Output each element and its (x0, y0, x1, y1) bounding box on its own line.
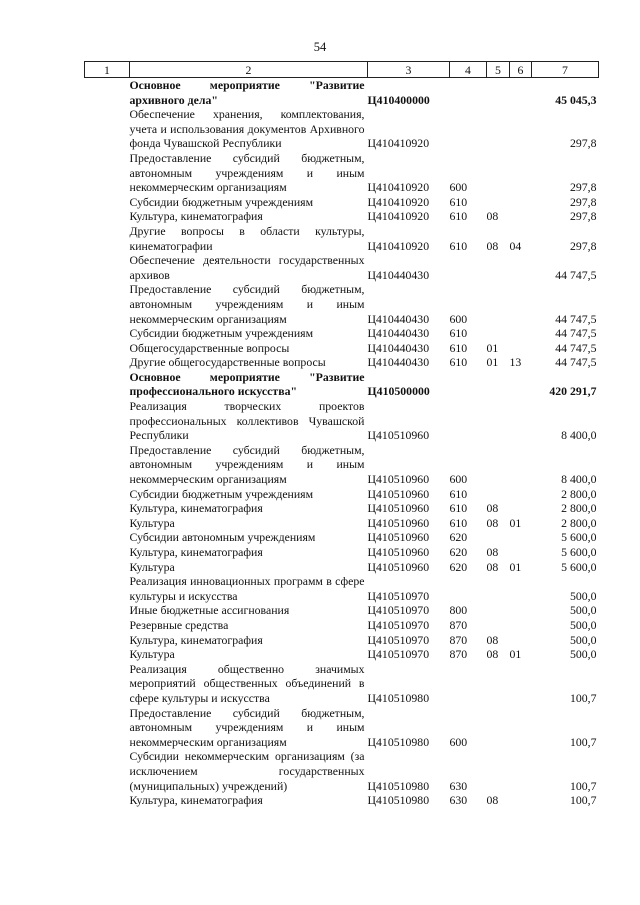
section-code (487, 78, 510, 108)
subsection-code (510, 107, 532, 151)
section-code (487, 574, 510, 603)
amount: 2 800,0 (561, 515, 597, 530)
subsection-code (510, 370, 532, 399)
row-index-cell (85, 282, 130, 326)
subsection-code (510, 195, 532, 210)
item-name: Культура, кинематография (129, 501, 263, 516)
table-row (85, 662, 599, 706)
row-index-cell (85, 195, 130, 210)
target-code: Ц410440430 (367, 340, 430, 355)
header-col-3: 3 (368, 62, 450, 78)
item-name: Предоставление субсидий бюджетным, автономным учреждениям и иным некоммерческим организациям (129, 442, 365, 487)
expense-type: 870 (449, 632, 468, 647)
subsection-code (510, 443, 532, 487)
table-row (85, 501, 599, 516)
target-code: Ц410510960 (367, 472, 430, 487)
section-code (487, 107, 510, 151)
expense-type: 870 (449, 617, 468, 632)
amount: 100,7 (569, 734, 597, 749)
item-name: Культура, кинематография (129, 209, 263, 224)
expense-type: 630 (449, 778, 468, 793)
amount: 44 747,5 (555, 267, 597, 282)
table-row (85, 603, 599, 618)
page-number: 54 (313, 40, 327, 54)
section-code (487, 706, 510, 750)
amount: 297,8 (569, 136, 597, 151)
target-code: Ц410510960 (367, 501, 430, 516)
subsection-code (510, 574, 532, 603)
item-name: Резервные средства (129, 617, 229, 632)
target-code: Ц410440430 (367, 267, 430, 282)
row-index-cell (85, 78, 130, 108)
item-name: Реализация творческих проектов профессиональных коллективов Чувашской Республики (129, 399, 365, 443)
target-code: Ц410510960 (367, 486, 430, 501)
row-index-cell (85, 443, 130, 487)
amount: 297,8 (569, 180, 597, 195)
amount: 100,7 (569, 793, 597, 808)
target-code: Ц410510970 (367, 603, 430, 618)
item-name: Обеспечение деятельности государственных архивов (129, 253, 365, 282)
amount: 500,0 (569, 617, 597, 632)
expense-type: 610 (449, 340, 468, 355)
row-index-cell (85, 545, 130, 560)
expense-type: 600 (449, 311, 468, 326)
expense-type: 600 (449, 180, 468, 195)
row-index-cell (85, 151, 130, 195)
expense-type: 610 (449, 486, 468, 501)
row-index-cell (85, 370, 130, 399)
amount: 297,8 (569, 238, 597, 253)
row-index-cell (85, 107, 130, 151)
table-row (85, 195, 599, 210)
table-row (85, 618, 599, 633)
item-name: Субсидии некоммерческим организациям (за исключением государственных (муниципальных) учреждений) (129, 749, 365, 793)
subsection-code (510, 749, 532, 793)
target-code: Ц410510980 (367, 734, 430, 749)
table-row (85, 355, 599, 370)
item-name: Культура (129, 647, 175, 662)
item-name: Культура, кинематография (129, 545, 263, 559)
subsection-code (510, 706, 532, 750)
item-name: Культура (129, 515, 175, 530)
row-index-cell (85, 633, 130, 648)
header-col-7: 7 (532, 62, 599, 78)
table-row (85, 633, 599, 648)
table-row (85, 443, 599, 487)
row-index-cell (85, 253, 130, 282)
item-name: Реализация инновационных программ в сфере культуры и искусства (129, 574, 365, 603)
row-index-cell (85, 574, 130, 603)
row-index-cell (85, 355, 130, 370)
subsection-code (510, 545, 532, 560)
section-code (487, 370, 510, 399)
amount: 500,0 (569, 588, 597, 603)
item-name: Культура, кинематография (129, 793, 263, 808)
header-col-5: 5 (487, 62, 510, 78)
item-name: Обеспечение хранения, комплектования, учета и использования документов Архивного фонда Чувашской Республики (129, 107, 365, 151)
row-index-cell (85, 749, 130, 793)
section-code (487, 399, 510, 443)
target-code: Ц410410920 (367, 136, 430, 151)
target-code: Ц410440430 (367, 355, 430, 370)
amount: 44 747,5 (555, 326, 597, 341)
section-code: 08 (486, 793, 499, 808)
subsection-code (510, 633, 532, 648)
section-code (487, 443, 510, 487)
amount: 44 747,5 (555, 311, 597, 326)
expense-type: 610 (449, 326, 468, 341)
section-code: 08 (486, 632, 499, 647)
section-code (487, 195, 510, 210)
table-row (85, 370, 599, 399)
expense-type: 870 (449, 647, 468, 662)
row-index-cell (85, 399, 130, 443)
table-row (85, 253, 599, 282)
subsection-code (510, 530, 532, 545)
row-index-cell (85, 487, 130, 502)
table-row (85, 530, 599, 545)
table-row (85, 282, 599, 326)
item-name: Общегосударственные вопросы (129, 340, 290, 355)
table-body (85, 78, 599, 808)
amount: 5 600,0 (561, 530, 597, 545)
row-index-cell (85, 793, 130, 808)
amount: 8 400,0 (561, 472, 597, 487)
section-code (487, 662, 510, 706)
target-code: Ц410410920 (367, 209, 430, 224)
table-row (85, 487, 599, 502)
expense-type: 630 (449, 793, 468, 808)
expense-type: 600 (449, 734, 468, 749)
subsection-code (510, 253, 532, 282)
target-code: Ц410510970 (367, 617, 430, 632)
row-index-cell (85, 501, 130, 516)
section-code (487, 603, 510, 618)
expense-type (450, 399, 487, 443)
section-code: 08 (486, 559, 499, 574)
item-name: Реализация общественно значимых мероприятий общественных объединений в сфере культуры и искусства (129, 661, 365, 705)
target-code: Ц410440430 (367, 311, 430, 326)
row-index-cell (85, 326, 130, 341)
item-name: Иные бюджетные ассигнования (129, 603, 290, 618)
expense-type (450, 370, 487, 399)
item-name: Субсидии бюджетным учреждениям (129, 194, 314, 209)
table-row (85, 224, 599, 253)
target-code: Ц410510960 (367, 515, 430, 530)
table-row (85, 516, 599, 531)
table-row (85, 107, 599, 151)
target-code: Ц410500000 (367, 384, 430, 399)
item-name: Культура (129, 559, 175, 574)
table-row (85, 560, 599, 575)
expense-type: 620 (449, 559, 468, 574)
section-code: 08 (486, 501, 499, 516)
amount: 297,8 (569, 209, 597, 224)
item-name: Другие общегосударственные вопросы (129, 355, 326, 370)
target-code: Ц410410920 (367, 180, 430, 195)
amount: 44 747,5 (555, 355, 597, 370)
row-index-cell (85, 530, 130, 545)
section-code (487, 618, 510, 633)
row-index-cell (85, 647, 130, 662)
table-row (85, 706, 599, 750)
amount: 44 747,5 (555, 340, 597, 355)
table-row (85, 545, 599, 560)
amount: 500,0 (569, 603, 597, 618)
subsection-code (510, 501, 532, 516)
amount: 500,0 (569, 647, 597, 662)
header-col-2: 2 (130, 62, 368, 78)
target-code: Ц410510960 (367, 545, 430, 559)
subsection-code (510, 341, 532, 356)
row-index-cell (85, 209, 130, 224)
expense-type: 800 (449, 603, 468, 618)
subsection-code (510, 151, 532, 195)
expense-type (450, 253, 487, 282)
amount: 5 600,0 (561, 545, 597, 559)
subsection-code (510, 603, 532, 618)
target-code: Ц410510980 (367, 793, 430, 808)
section-code: 08 (486, 515, 499, 530)
table-row (85, 749, 599, 793)
item-name: Субсидии автономным учреждениям (129, 530, 316, 545)
table-row (85, 326, 599, 341)
table-row (85, 399, 599, 443)
table-row (85, 151, 599, 195)
subsection-code: 01 (509, 559, 522, 574)
row-index-cell (85, 662, 130, 706)
expense-type: 620 (449, 530, 468, 545)
item-name: Основное мероприятие "Развитие профессионального искусства" (129, 369, 365, 399)
target-code: Ц410510970 (367, 647, 430, 662)
target-code: Ц410510960 (367, 559, 430, 574)
table-row (85, 647, 599, 662)
expense-type (450, 107, 487, 151)
table-row (85, 78, 599, 108)
subsection-code (510, 487, 532, 502)
amount: 100,7 (569, 778, 597, 793)
target-code: Ц410400000 (367, 92, 430, 107)
amount: 5 600,0 (561, 559, 597, 574)
target-code: Ц410510970 (367, 632, 430, 647)
subsection-code (510, 326, 532, 341)
table-row (85, 574, 599, 603)
expense-type (450, 78, 487, 108)
target-code: Ц410510980 (367, 778, 430, 793)
section-code (487, 749, 510, 793)
row-index-cell (85, 341, 130, 356)
table-row (85, 793, 599, 808)
section-code: 08 (486, 545, 499, 559)
expense-type: 610 (449, 194, 468, 209)
section-code (487, 282, 510, 326)
header-col-1: 1 (85, 62, 130, 78)
subsection-code (510, 618, 532, 633)
expense-type: 620 (449, 545, 468, 559)
section-code (487, 530, 510, 545)
target-code: Ц410410920 (367, 238, 430, 253)
section-code: 08 (486, 209, 499, 224)
item-name: Другие вопросы в области культуры, кинематографии (129, 223, 365, 253)
amount: 2 800,0 (561, 486, 597, 501)
amount: 420 291,7 (549, 384, 597, 399)
subsection-code: 01 (509, 515, 522, 530)
item-name: Основное мероприятие "Развитие архивного дела" (129, 78, 365, 107)
subsection-code (510, 209, 532, 224)
item-name: Предоставление субсидий бюджетным, автономным учреждениям и иным некоммерческим организациям (129, 705, 365, 749)
section-code (487, 487, 510, 502)
expense-type: 600 (449, 472, 468, 487)
amount: 100,7 (569, 690, 597, 705)
budget-table (84, 61, 599, 808)
item-name: Предоставление субсидий бюджетным, автономным учреждениям и иным некоммерческим организациям (129, 150, 365, 195)
item-name: Предоставление субсидий бюджетным, автономным учреждениям и иным некоммерческим организациям (129, 282, 365, 326)
expense-type: 610 (449, 515, 468, 530)
amount: 8 400,0 (561, 428, 597, 443)
subsection-code (510, 282, 532, 326)
expense-type (450, 662, 487, 706)
header-col-6: 6 (510, 62, 532, 78)
amount: 500,0 (569, 632, 597, 647)
table-row (85, 209, 599, 224)
section-code: 08 (486, 238, 499, 253)
subsection-code (510, 662, 532, 706)
subsection-code: 01 (509, 647, 522, 662)
expense-type: 610 (449, 501, 468, 516)
amount: 45 045,3 (555, 92, 597, 107)
target-code: Ц410510960 (367, 530, 430, 545)
section-code (487, 326, 510, 341)
subsection-code (510, 78, 532, 108)
table-row (85, 341, 599, 356)
expense-type: 610 (449, 209, 468, 224)
section-code: 08 (486, 647, 499, 662)
row-index-cell (85, 618, 130, 633)
header-row (85, 62, 599, 78)
subsection-code (510, 793, 532, 808)
target-code: Ц410410920 (367, 194, 430, 209)
subsection-code: 04 (509, 238, 522, 253)
target-code: Ц410510980 (367, 690, 430, 705)
expense-type (450, 574, 487, 603)
expense-type: 610 (449, 355, 468, 370)
item-name: Субсидии бюджетным учреждениям (129, 326, 314, 341)
subsection-code: 13 (509, 355, 522, 370)
subsection-code (510, 399, 532, 443)
expense-type: 610 (449, 238, 468, 253)
section-code: 01 (486, 340, 499, 355)
target-code: Ц410510970 (367, 588, 430, 603)
target-code: Ц410510960 (367, 428, 430, 443)
row-index-cell (85, 224, 130, 253)
section-code (487, 253, 510, 282)
row-index-cell (85, 706, 130, 750)
target-code: Ц410440430 (367, 326, 430, 341)
section-code (487, 151, 510, 195)
item-name: Субсидии бюджетным учреждениям (129, 486, 314, 501)
row-index-cell (85, 516, 130, 531)
amount: 297,8 (569, 194, 597, 209)
header-col-4: 4 (450, 62, 487, 78)
row-index-cell (85, 560, 130, 575)
row-index-cell (85, 603, 130, 618)
section-code: 01 (486, 355, 499, 370)
amount: 2 800,0 (561, 501, 597, 516)
item-name: Культура, кинематография (129, 632, 263, 647)
